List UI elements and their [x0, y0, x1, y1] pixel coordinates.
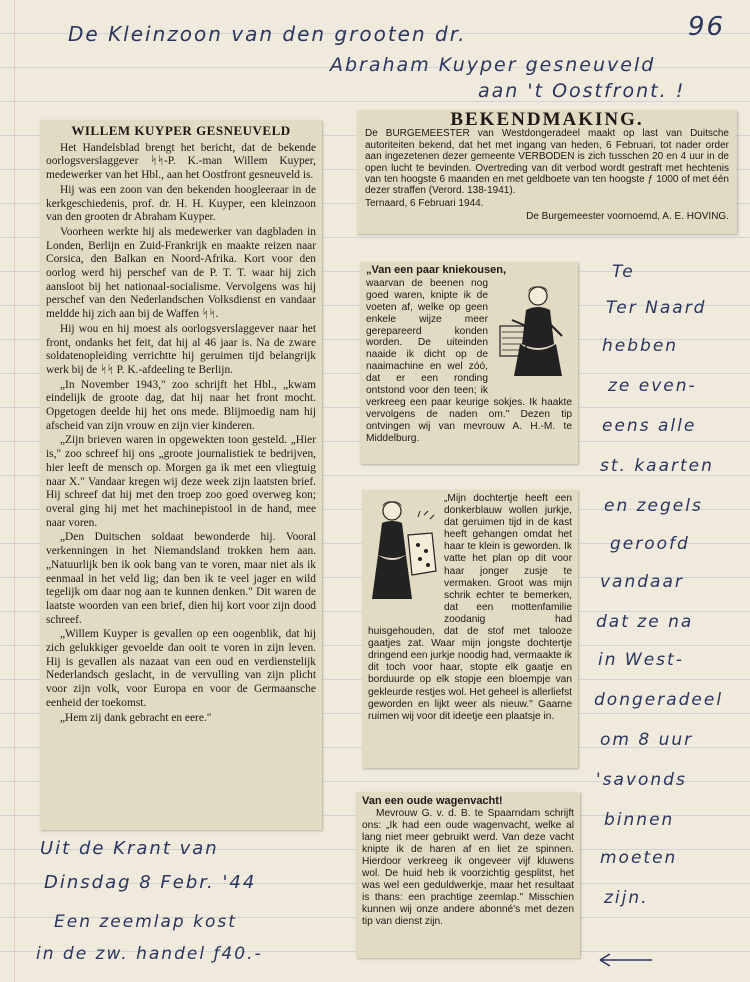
kuyper-paragraph: Hij wou en hij moest als oorlogsverslaggever naar het front, ondanks het feit, dat hij al 46 jaar is. Na de zware soldatenopleiding verrichtte hij geruimen tijd belangrijk werk bij de ᛋᛋ P. K.-afdeeling te Berlijn. — [46, 322, 316, 376]
side-note-line: in West- — [598, 650, 684, 670]
kniekousen-clipping — [360, 262, 578, 464]
side-note-line: om 8 uur — [600, 730, 694, 750]
heading-line-1: De Kleinzoon van den grooten dr. — [68, 22, 467, 46]
kniekousen-body: waarvan de beenen nog goed waren, knipte ik de voeten af, welke op geen enkele wijze meer gerepareerd konden worden. De uiteinden naaide ik dicht op de naaimachine en wel zóó, dat er een ronding ontstond voor den teen; ik verkreeg een paar keurige sokjes. Ik haakte vervolgens de naden om." Dezen tip ontvingen wij van mevrouw A. H.-M. te Middelburg. — [366, 277, 572, 444]
woman-with-dress-illustration-icon — [368, 495, 440, 615]
wagenvacht-title: Van een oude wagenvacht! — [362, 795, 503, 807]
heading-line-3: aan 't Oostfront. ! — [478, 80, 686, 102]
side-note-line: moeten — [600, 848, 678, 868]
side-note-line: dongeradeel — [594, 690, 724, 710]
wagenvacht-clipping — [356, 792, 580, 958]
bekendmaking-signature: De Burgemeester voornoemd, A. E. HOVING. — [526, 211, 729, 223]
jurkje-clipping — [362, 490, 578, 768]
bekendmaking-clipping — [357, 110, 737, 234]
arrow-left-icon — [594, 950, 654, 970]
bekendmaking-title: BEKENDMAKING. — [450, 110, 644, 130]
kuyper-paragraph: Hij was een zoon van den bekenden hoogleeraar in de kerkgeschiedenis, prof. dr. H. H. Kuyper, een kleinzoon van den grooten dr Abraham Kuyper. — [46, 183, 316, 224]
kniekousen-title: „Van een paar kniekousen, — [366, 264, 507, 276]
side-note-line: dat ze na — [596, 612, 694, 632]
side-note-line: en zegels — [604, 496, 703, 516]
side-note-line: vandaar — [600, 572, 684, 592]
kuyper-paragraph: „Hem zij dank gebracht en eere." — [60, 711, 212, 724]
kuyper-paragraph: „Willem Kuyper is gevallen op een oogenblik, dat hij zich gelukkiger gevoelde dan ooit te voren in zijn leven. Hij is gevallen als nazaat van een oud en verdienstelijk Nederlandsch geslacht, in de vervulling van zijn plicht voor zijn volk, voor Europa en voor de Germaansche eenheid der toekomst. — [46, 628, 316, 709]
side-note-line: Ter Naard — [606, 298, 707, 318]
side-note-line: binnen — [604, 810, 675, 830]
side-note-line: hebben — [602, 336, 679, 356]
margin-line — [14, 0, 15, 982]
price-note-line-1: Een zeemlap kost — [54, 912, 237, 932]
price-note-line-2: in de zw. handel ƒ40.- — [36, 944, 263, 964]
kuyper-paragraph: „Den Duitschen soldaat bewonderde hij. Vooral verkenningen in het Niemandsland trokken hem aan. „Natuurlijk ben ik ook bang van te voren, maar niet als ik eenmaal in het veld lig; dan ben ik te veel jager en wild tegelijk om daar nog aan te kunnen denken." Dit waren de laatste woorden van een brief, dien hij kort voor zijn dood schreef. — [46, 531, 316, 626]
bekendmaking-body: De BURGEMEESTER van Westdongeradeel maakt op last van Duitsche autoriteiten bekend, dat het met ingang van heden, 6 Februari, tot nader order aan ingezetenen dezer gemeente VERBODEN is zich tusschen 20 en 4 uur in de open lucht te bevinden. Overtreding van dit verbod wordt gestraft met hechtenis van ten hoogste 6 maanden en met geldboete van ten hoogste ƒ 1000 of met één dezer straffen (Verord. 138-1941). — [365, 128, 729, 197]
kuyper-article-clipping — [40, 120, 322, 830]
side-note-line: eens alle — [602, 416, 697, 436]
kuyper-paragraph: Het Handelsblad brengt het bericht, dat de bekende oorlogsverslaggever ᛋᛋ-P. K.-man Willem Kuyper, medewerker van het Hbl., aan het Oostfront gesneuveld is. — [46, 141, 316, 182]
side-note-line: st. kaarten — [600, 456, 714, 476]
side-note-line: geroofd — [610, 534, 690, 554]
bekendmaking-dateline: Ternaard, 6 Februari 1944. — [365, 197, 484, 209]
wagenvacht-body: Mevrouw G. v. d. B. te Spaarndam schrijft ons: „Ik had een oude wagenvacht, welke al lang niet meer gebruikt werd. Van deze vacht knipte ik de haren af en liet ze spinnen. Hierdoor verkreeg ik ongeveer vijf kluwens wol. De huid heb ik voorzichtig gesplitst, het was wel een geduldwerkje, maar het resultaat is thans: een prachtige zeemlap." Misschien kunnen wij onze andere abonné's met dezen tip van dienst zijn. — [362, 808, 574, 927]
kuyper-article-title: WILLEM KUYPER GESNEUVELD — [71, 123, 291, 138]
heading-line-2: Abraham Kuyper gesneuveld — [330, 54, 656, 76]
page-number: 96 — [688, 12, 726, 42]
woman-knitting-illustration-icon — [492, 280, 572, 384]
side-note-line: 'savonds — [596, 770, 687, 790]
kuyper-paragraph: Voorheen werkte hij als medewerker van dagbladen in Londen, Berlijn en Zuid-Frankrijk en maakte reizen naar Corsica, den Balkan en Noord-Afrika. Kort voor den oorlog werd hij perschef van de P. T. T. waar hij zich aansloot bij het nationaal-socialisme. Vervolgens was hij perschef van den Nederlandschen Volksdienst en vandaar meldde hij zich aan bij de Waffen ᛋᛋ. — [46, 225, 316, 321]
side-note-line: Te — [612, 262, 635, 282]
source-note-line-2: Dinsdag 8 Febr. '44 — [44, 872, 257, 893]
kuyper-paragraph: „Zijn brieven waren in opgewekten toon gesteld. „Hier is," zoo schreef hij ons „groote journalistiek te bedrijven, hier leeft de mensch op. Morgen ga ik met een vliegtuig naar X." Vandaar kregen wij deze week zijn laatsten brief. Hij schreef dat hij met den troep zoo goed overweg kon; overal ging hij met het machinepistool in de hand, mee naar voren. — [46, 434, 316, 529]
jurkje-body: „Mijn dochtertje heeft een donkerblauw wollen jurkje, dat geruimen tijd in de kast heeft gehangen omdat het haar te klein is geworden. Ik vatte het plan op dit voor haar jonger zusje te vermaken. Groot was mijn schrik echter te bemerken, dat een mottenfamilie zoodanig had huisgehouden, dat de stof met talooze gaatjes zat. Waar mijn jongste dochtertje dringend een jurkje noodig had, vermaakte ik dit toch voor haar, stopte elk gaatje en borduurde op elk stopje een bloempje van gekleurde restjes wol. Het geheel is allerliefst geworden en lijkt weer als nieuw." Gaarne ruimen wij voor dit ideetje een plaatsje in. — [368, 493, 572, 722]
side-note-line: zijn. — [604, 888, 649, 908]
kuyper-paragraph: „In November 1943," zoo schrijft het Hbl., „kwam eindelijk de groote dag, dat hij naar het front mocht. Opgetogen deelde hij het ons mede. Blijmoedig nam hij afscheid van zijn vrouw en zijn vier kinderen. — [46, 378, 316, 432]
side-note-line: ze even- — [608, 376, 697, 396]
source-note-line-1: Uit de Krant van — [40, 838, 219, 859]
